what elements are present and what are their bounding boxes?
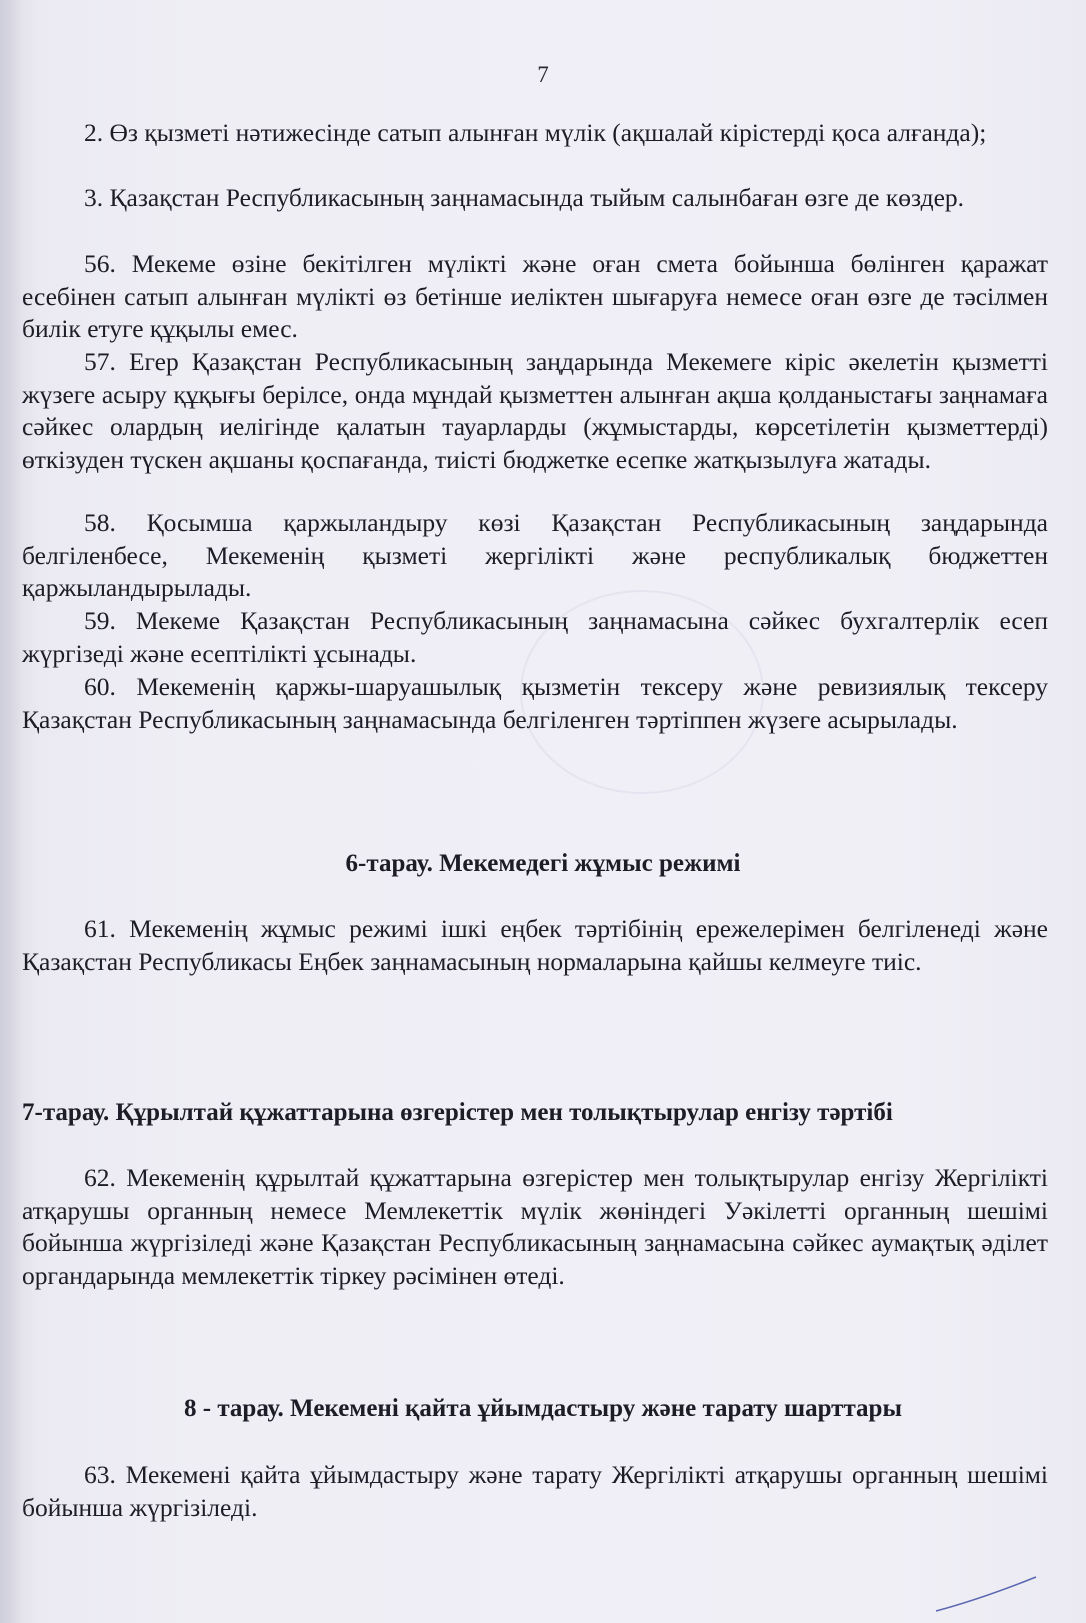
paragraph-56: 56. Мекеме өзіне бекітілген мүлікті және оған смета бойынша бөлінген қаражат есебінен сатып алынған мүлікті өз бетінше иеліктен шығаруға немесе оған өзге де тәсілмен билік етуге құқылы емес.: [22, 249, 1048, 343]
paragraph-58: 58. Қосымша қаржыландыру көзі Қазақстан Республикасының заңдарында белгіленбесе, Мекеменің қызметі жергілікті және республикалық бюджеттен қаржыландырылады.: [22, 508, 1048, 602]
paragraph-3: 3. Қазақстан Республикасының заңнамасында тыйым салынбаған өзге де көздер.: [84, 183, 965, 212]
paragraph-57: 57. Егер Қазақстан Республикасының заңдарында Мекемеге кіріс әкелетін қызметті жүзеге асыру құқығы берілсе, онда мұндай қызметтен алынған ақша қолданыстағы заңнамаға сәйкес олардың иелігінде қалатын тауарларды (жұмыстарды, көрсетілетін қызметтерді) өткізуден түскен ақшаны қоспағанда, тиісті бюджетке есепке жатқызылуға жатады.: [22, 347, 1048, 474]
paragraph-62: 62. Мекеменің құрылтай құжаттарына өзгерістер мен толықтырулар енгізу Жергілікті атқарушы органның немесе Мемлекеттік мүлік жөніндегі Уәкілетті органның шешімі бойынша жүргізіледі және Қазақстан Республикасының заңнамасына сәйкес аумақтық әділет органдарында мемлекеттік тіркеу рәсімінен өтеді.: [22, 1163, 1048, 1290]
section-7-heading: 7-тарау. Құрылтай құжаттарына өзгерістер мен толықтырулар енгізу тәртібі: [22, 1099, 893, 1126]
paragraph-63: 63. Мекемені қайта ұйымдастыру және тарату Жергілікті атқарушы органның шешімі бойынша жүргізіледі.: [22, 1460, 1048, 1522]
paragraph-61: 61. Мекеменің жұмыс режимі ішкі еңбек тәртібінің ережелерімен белгіленеді және Қазақстан Республикасы Еңбек заңнамасының нормаларына қайшы келмеуге тиіс.: [22, 914, 1048, 976]
signature-stroke-icon: [926, 1573, 1046, 1613]
page-edge-shadow: [0, 0, 22, 1623]
paragraph-59: 59. Мекеме Қазақстан Республикасының заңнамасына сәйкес бухгалтерлік есеп жүргізеді және есептілікті ұсынады.: [22, 606, 1048, 668]
section-6-heading: 6-тарау. Мекемедегі жұмыс режимі: [345, 850, 741, 877]
section-8-heading: 8 - тарау. Мекемені қайта ұйымдастыру және тарату шарттары: [184, 1395, 902, 1422]
page-number: 7: [537, 62, 549, 87]
paragraph-60: 60. Мекеменің қаржы-шаруашылық қызметін тексеру және ревизиялық тексеру Қазақстан Республикасының заңнамасында белгіленген тәртіппен жүзеге асырылады.: [22, 672, 1048, 734]
paragraph-2: 2. Өз қызметі нәтижесінде сатып алынған мүлік (ақшалай кірістерді қоса алғанда);: [84, 118, 987, 147]
